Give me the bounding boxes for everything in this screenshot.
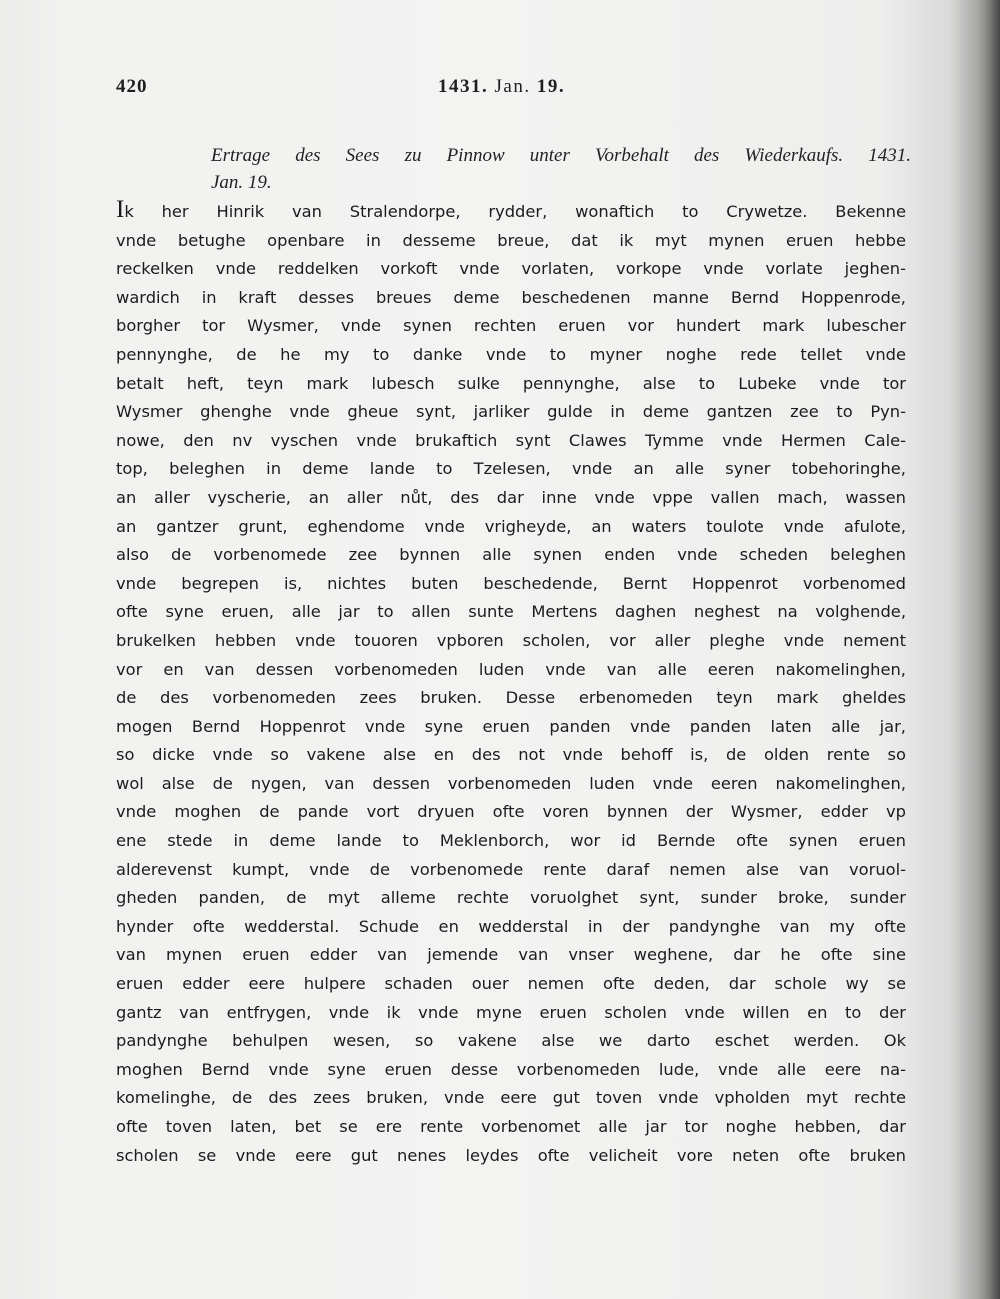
text-line: nowe, den nv vyschen vnde brukaftich synt Clawes Tymme vnde Hermen Cale-: [116, 430, 906, 450]
text-line: moghen Bernd vnde syne eruen desse vorbenomeden lude, vnde alle eere na-: [116, 1059, 906, 1079]
text-line: vnde moghen de pande vort dryuen ofte voren bynnen der Wysmer, edder vp: [116, 802, 906, 822]
header-month: Jan.: [494, 76, 531, 97]
text-line-first: [116, 198, 906, 227]
text-line: hynder ofte wedderstal. Schude en wedderstal in der pandynghe van my ofte: [116, 916, 906, 936]
drop-cap: I: [116, 196, 125, 223]
text-line: scholen se vnde eere gut nenes leydes ofte velicheit vore neten ofte bruken: [116, 1145, 906, 1165]
text-line: top, beleghen in deme lande to Tzelesen, vnde an alle syner tobehoringhe,: [116, 459, 906, 479]
text-line: vnde begrepen is, nichtes buten beschedende, Bernt Hoppenrot vorbenomed: [116, 573, 906, 593]
page-edge-shadow: [978, 0, 1000, 1299]
caption-line: Jan. 19.: [211, 172, 272, 193]
header-year: 1431.: [438, 76, 489, 97]
text-line: borgher tor Wysmer, vnde synen rechten eruen vor hundert mark lubescher: [116, 316, 906, 336]
text-line: brukelken hebben vnde touoren vpboren scholen, vor aller pleghe vnde nement: [116, 630, 906, 650]
text-line: reckelken vnde reddelken vorkoft vnde vorlaten, vorkope vnde vorlate jeghen-: [116, 259, 906, 279]
text-line: an aller vyscherie, an aller nůt, des dar inne vnde vppe vallen mach, wassen: [116, 487, 906, 507]
running-head-date: [438, 76, 565, 98]
text-line: Wysmer ghenghe vnde gheue synt, jarliker gulde in deme gantzen zee to Pyn-: [116, 402, 906, 422]
text-line: vor en van dessen vorbenomeden luden vnde van alle eeren nakomelinghen,: [116, 659, 906, 679]
text-line: pennynghe, de he my to danke vnde to myner noghe rede tellet vnde: [116, 344, 906, 364]
text-line: ene stede in deme lande to Meklenborch, wor id Bernde ofte synen eruen: [116, 831, 906, 851]
document-body: [116, 198, 906, 1170]
text-line: so dicke vnde so vakene alse en des not vnde behoff is, de olden rente so: [116, 745, 906, 765]
text-line: wardich in kraft desses breues deme beschedenen manne Bernd Hoppenrode,: [116, 287, 906, 307]
text-line: an gantzer grunt, eghendome vnde vrigheyde, an waters toulote vnde afulote,: [116, 516, 906, 536]
text-line: mogen Bernd Hoppenrot vnde syne eruen panden vnde panden laten alle jar,: [116, 716, 906, 736]
caption-line: Ertrage des Sees zu Pinnow unter Vorbehalt des Wiederkaufs. 1431.: [211, 145, 911, 166]
text-line: ofte toven laten, bet se ere rente vorbenomet alle jar tor noghe hebben, dar: [116, 1117, 906, 1136]
text-line: van mynen eruen edder van jemende van vnser weghene, dar he ofte sine: [116, 945, 906, 965]
text-line: also de vorbenomede zee bynnen alle synen enden vnde scheden beleghen: [116, 545, 906, 565]
header-day: 19.: [536, 76, 566, 97]
text-line: ofte syne eruen, alle jar to allen sunte Mertens daghen neghest na volghende,: [116, 602, 906, 622]
text-line: eruen edder eere hulpere schaden ouer nemen ofte deden, dar schole wy se: [116, 974, 906, 994]
text-line: wol alse de nygen, van dessen vorbenomeden luden vnde eeren nakomelinghen,: [116, 773, 906, 793]
text-line: pandynghe behulpen wesen, so vakene alse we darto eschet werden. Ok: [116, 1031, 906, 1051]
text-line: alderevenst kumpt, vnde de vorbenomede rente daraf nemen alse van voruol-: [116, 859, 906, 879]
text-line: vnde betughe openbare in desseme breue, dat ik myt mynen eruen hebbe: [116, 230, 906, 250]
document-caption: [211, 142, 911, 196]
text-line: komelinghe, de des zees bruken, vnde eere gut toven vnde vpholden myt rechte: [116, 1088, 906, 1108]
text-line: betalt heft, teyn mark lubesch sulke pennynghe, alse to Lubeke vnde tor: [116, 373, 906, 393]
text-line: gantz van entfrygen, vnde ik vnde myne eruen scholen vnde willen en to der: [116, 1002, 906, 1022]
page-number: 420: [116, 76, 148, 97]
page-header: [116, 76, 906, 102]
first-line-text: k her Hinrik van Stralendorpe, rydder, wonaftich to Crywetze. Bekenne: [124, 202, 906, 221]
text-line: gheden panden, de myt alleme rechte voruolghet synt, sunder broke, sunder: [116, 888, 906, 908]
text-line: de des vorbenomeden zees bruken. Desse erbenomeden teyn mark gheldes: [116, 688, 906, 708]
